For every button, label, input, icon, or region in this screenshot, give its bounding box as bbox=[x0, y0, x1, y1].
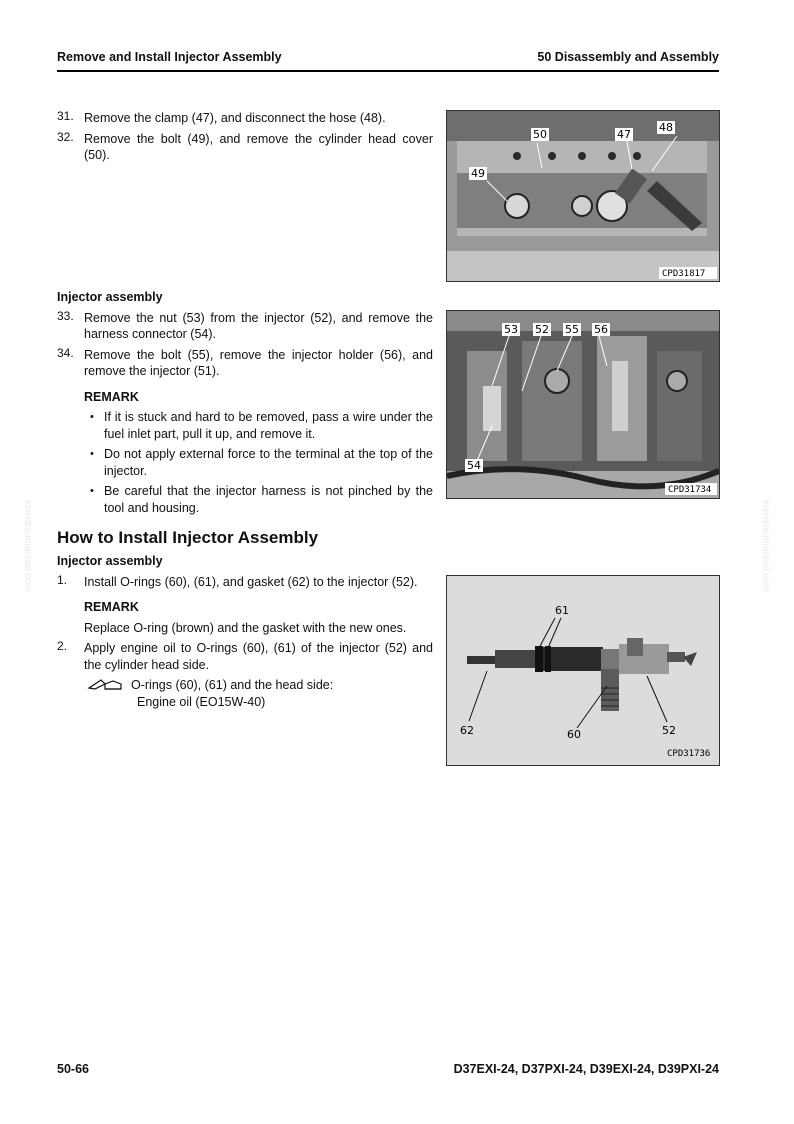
watermark: komatsumanual.com bbox=[22, 500, 33, 593]
page-number: 50-66 bbox=[57, 1062, 89, 1076]
header-section: 50 Disassembly and Assembly bbox=[537, 50, 719, 64]
label-61: 61 bbox=[555, 604, 569, 617]
page-header bbox=[57, 48, 719, 72]
subheading-injector-assembly: Injector assembly bbox=[57, 290, 163, 304]
label-55: 55 bbox=[565, 323, 579, 336]
heading-install: How to Install Injector Assembly bbox=[57, 528, 319, 547]
oil-can-icon bbox=[87, 677, 125, 691]
section-removal-steps bbox=[57, 110, 433, 168]
photo-code: CPD31817 bbox=[662, 269, 706, 279]
step-34: 34. Remove the bolt (55), remove the injector holder (56), and remove the injector (51). bbox=[57, 345, 433, 378]
photo-code: CPD31736 bbox=[667, 749, 711, 759]
photo-injector-in-head bbox=[446, 310, 720, 499]
label-52: 52 bbox=[662, 724, 676, 737]
step-32: 32. Remove the bolt (49), and remove the cylinder head cover (50). bbox=[57, 129, 433, 162]
step-33: 33. Remove the nut (53) from the injector (52), and remove the harness connector (54). bbox=[57, 308, 433, 341]
photo-code: CPD31734 bbox=[668, 485, 712, 495]
remark-bullet: • Be careful that the injector harness is not pinched by the tool and housing. bbox=[57, 483, 433, 516]
section-injector-install bbox=[57, 553, 433, 710]
label-47: 47 bbox=[617, 128, 631, 141]
lubricant-spec: O-rings (60), (61) and the head side: Engine oil (EO15W-40) bbox=[57, 677, 433, 710]
remark-text: Replace O-ring (brown) and the gasket with the new ones. bbox=[84, 620, 407, 635]
remark-label: REMARK bbox=[84, 600, 139, 614]
model-list: D37EXI-24, D37PXI-24, D39EXI-24, D39PXI-24 bbox=[453, 1062, 719, 1076]
label-50: 50 bbox=[533, 128, 547, 141]
label-62: 62 bbox=[460, 724, 474, 737]
label-56: 56 bbox=[594, 323, 608, 336]
label-54: 54 bbox=[467, 459, 481, 472]
step-31: 31. Remove the clamp (47), and disconnect the hose (48). bbox=[57, 109, 386, 125]
label-53: 53 bbox=[504, 323, 518, 336]
label-49: 49 bbox=[471, 167, 485, 180]
label-52: 52 bbox=[535, 323, 549, 336]
remark-bullet: • If it is stuck and hard to be removed, pass a wire under the fuel inlet part, pull it up, and remove it. bbox=[57, 409, 433, 442]
photo-injector-o-rings bbox=[446, 575, 720, 766]
watermark: komatsumanual.com bbox=[760, 500, 771, 593]
subheading-injector-assembly: Injector assembly bbox=[57, 554, 163, 568]
label-48: 48 bbox=[659, 121, 673, 134]
remark-label: REMARK bbox=[84, 389, 139, 404]
label-60: 60 bbox=[567, 728, 581, 741]
install-step-1: 1. Install O-rings (60), (61), and gasket (62) to the injector (52). bbox=[57, 572, 418, 589]
remark-bullet: • Do not apply external force to the terminal at the top of the injector. bbox=[57, 446, 433, 479]
photo-cylinder-head-cover bbox=[446, 110, 720, 282]
header-title: Remove and Install Injector Assembly bbox=[57, 50, 282, 64]
section-injector-removal bbox=[57, 289, 433, 520]
install-step-2: 2. Apply engine oil to O-rings (60), (61) of the injector (52) and the cylinder head side. bbox=[57, 639, 433, 672]
